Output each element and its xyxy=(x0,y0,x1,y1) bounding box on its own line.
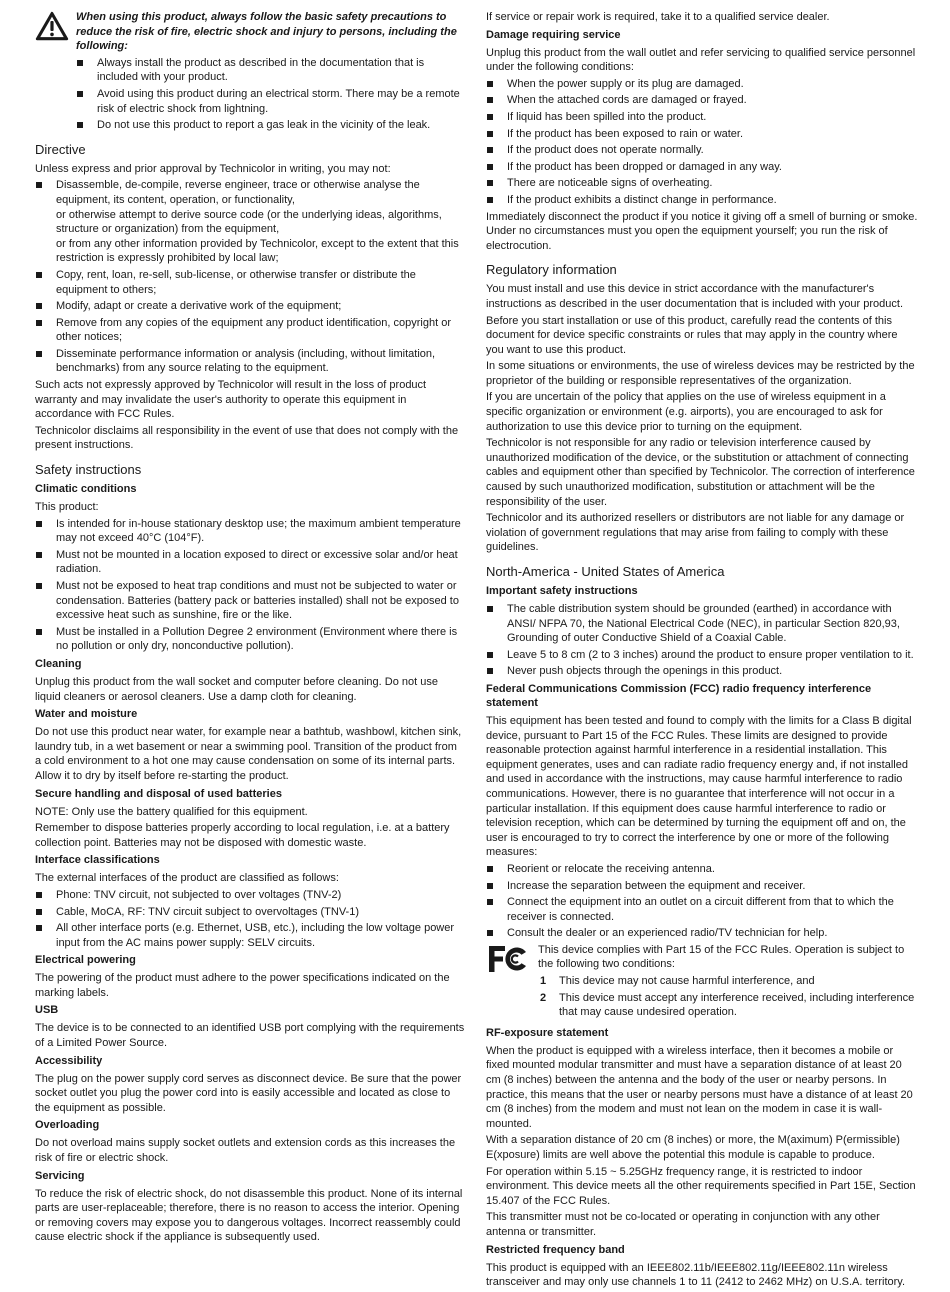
list-item-text: Increase the separation between the equipment and receiver. xyxy=(507,879,806,892)
climatic-heading: Climatic conditions xyxy=(35,483,137,496)
list-item-text: Modify, adapt or create a derivative work of the equipment; xyxy=(56,300,342,313)
list-item xyxy=(486,648,918,663)
list-item xyxy=(35,347,465,376)
bullet-icon xyxy=(487,930,493,936)
list-item xyxy=(35,517,465,546)
regulatory-paragraph: Before you start installation or use of this product, carefully read the contents of this document for device specific constraints or rules that may apply in the country where you want to use this product. xyxy=(486,314,898,356)
list-item-text: Must be installed in a Pollution Degree 2 environment (Environment where there is no pollution or only dry, nonconductive pollution). xyxy=(56,625,458,653)
rf-paragraph: For operation within 5.15 ~ 5.25GHz frequency range, it is restricted to indoor environment. This device meets all the other requirements specified in Part 15E, Section 15.407 of the FCC Rules. xyxy=(486,1165,916,1207)
list-item xyxy=(486,926,918,941)
list-item-continuation: or otherwise attempt to derive source code (or the underlying ideas, algorithms, structure or organization) from the equipment, xyxy=(56,208,442,236)
list-item xyxy=(35,299,465,314)
list-item-text: This device may not cause harmful interference, and xyxy=(559,975,815,988)
list-item-text: All other interface ports (e.g. Ethernet, USB, etc.), including the low voltage power input from the AC mains power supply: SELV circuits. xyxy=(56,922,455,949)
accessibility-heading: Accessibility xyxy=(35,1054,103,1067)
overloading-text: Do not overload mains supply socket outlets and extension cords as this increases the risk of fire or electric shock. xyxy=(35,1137,456,1165)
regulatory-heading: Regulatory information xyxy=(486,262,617,278)
bullet-icon xyxy=(487,606,493,612)
list-item xyxy=(486,93,918,108)
interface-intro: The external interfaces of the product are classified as follows: xyxy=(35,872,339,885)
electrical-text: The powering of the product must adhere to the power specifications indicated on the marking labels. xyxy=(35,972,450,999)
cleaning-text: Unplug this product from the wall socket and computer before cleaning. Do not use liquid cleaners or aerosol cleaners. Use a damp cloth for cleaning. xyxy=(35,675,438,703)
bullet-icon xyxy=(77,91,83,97)
bullet-icon xyxy=(487,180,493,186)
damage-text: Immediately disconnect the product if you notice it giving off a smell of burning or smoke. Under no circumstances must you open the equipment yourself; you run the risk of electrocution. xyxy=(486,210,918,252)
electrical-heading: Electrical powering xyxy=(35,954,136,967)
list-item xyxy=(35,921,465,950)
list-item xyxy=(35,579,465,623)
bullet-icon xyxy=(487,899,493,905)
list-item xyxy=(486,127,918,142)
bullet-icon xyxy=(487,164,493,170)
accessibility-text: The plug on the power supply cord serves as disconnect device. Be sure that the power socket outlet you plug the power cord into is easily accessible and located as close to the equipment as possible. xyxy=(35,1072,462,1114)
list-item-text: Avoid using this product during an electrical storm. There may be a remote risk of electric shock from lightning. xyxy=(97,87,460,115)
list-item xyxy=(538,974,918,989)
damage-heading: Damage requiring service xyxy=(486,28,621,41)
list-item-text: There are noticeable signs of overheating. xyxy=(507,177,713,190)
servicing-text: To reduce the risk of electric shock, do not disassemble this product. None of its internal parts are user-replaceable; therefore, there is no reason to access the interior. Opening or removing covers may expose you to dangerous voltages. Incorrect reassembly could cause electric shock if the appliance is subsequently used. xyxy=(35,1187,463,1244)
restricted-band-text: This product is equipped with an IEEE802.11b/IEEE802.11g/IEEE802.11n wireless transceiver and may only use channels 1 to 11 (2412 to 2462 MHz) on U.S.A. territory. xyxy=(486,1261,906,1289)
list-item xyxy=(486,110,918,125)
fcc-comply-text: This device complies with Part 15 of the FCC Rules. Operation is subject to the following two conditions: xyxy=(538,943,905,971)
list-item-text: Remove from any copies of the equipment any product identification, copyright or other notices; xyxy=(56,316,451,344)
list-item-text: Must not be exposed to heat trap conditions and must not be subjected to water or condensation. Batteries (battery pack or batteries installed) shall not be exposed to excessive heat such as sunshine, fire or the like. xyxy=(56,580,459,622)
bullet-icon xyxy=(36,909,42,915)
usb-text: The device is to be connected to an identified USB port complying with the requirements of a Limited Power Source. xyxy=(35,1022,465,1050)
bullet-icon xyxy=(487,131,493,137)
list-item-text: Never push objects through the openings in this product. xyxy=(507,665,783,678)
fcc-heading: Federal Communications Commission (FCC) radio frequency interference statement xyxy=(486,682,872,709)
list-item xyxy=(486,879,918,894)
list-item-text: If the product has been dropped or damaged in any way. xyxy=(507,160,782,173)
directive-list xyxy=(35,178,465,376)
list-item xyxy=(35,888,465,903)
bullet-icon xyxy=(36,552,42,558)
rf-exposure-heading: RF-exposure statement xyxy=(486,1026,609,1039)
water-text: Do not use this product near water, for example near a bathtub, washbowl, kitchen sink, laundry tub, in a wet basement or near a swimming pool. Transition of the product from a cold environment to a hot one may cause condensation on some of its internal parts. Allow it to dry by itself before re-starting the product. xyxy=(35,726,462,782)
climatic-list xyxy=(35,517,465,654)
bullet-icon xyxy=(36,892,42,898)
batteries-heading: Secure handling and disposal of used batteries xyxy=(35,787,282,800)
important-safety-list xyxy=(486,602,918,679)
north-america-heading: North-America - United States of America xyxy=(486,564,725,579)
list-item xyxy=(35,316,465,345)
list-item xyxy=(76,56,465,85)
climatic-intro: This product: xyxy=(35,501,99,514)
regulatory-paragraph: You must install and use this device in strict accordance with the manufacturer's instructions as described in the user documentation that is included with your product. xyxy=(486,283,904,310)
bullet-icon xyxy=(487,81,493,87)
list-item-text: The cable distribution system should be grounded (earthed) in accordance with ANSI/ NFPA 70, the National Electrical Code (NEC), in particular Section 820,93, Grounding of outer Conductive Shield of a Coaxial Cable. xyxy=(507,603,900,645)
list-item-text: When the attached cords are damaged or frayed. xyxy=(507,94,747,107)
bullet-icon xyxy=(487,114,493,120)
fcc-compliance-block xyxy=(486,943,918,1020)
servicing-continuation: If service or repair work is required, take it to a qualified service dealer. xyxy=(486,11,830,23)
rf-paragraph: When the product is equipped with a wireless interface, then it becomes a mobile or fixed mounted modular transmitter and must have a separation distance of at least 20 cm (8 inches) between the antenna and the body of the user or nearby persons. In practice, this means that the user or nearby persons must have a distance of at least 20 cm (8 inches) from the modem and must not lean on the modem in case it is wall-mounted. xyxy=(486,1044,913,1130)
list-item xyxy=(486,602,918,646)
directive-paragraph: Technicolor disclaims all responsibility in the event of use that does not comply with the present instructions. xyxy=(35,424,459,452)
batteries-note: NOTE: Only use the battery qualified for this equipment. xyxy=(35,805,308,818)
left-column xyxy=(35,10,465,1247)
bullet-icon xyxy=(36,351,42,357)
warning-intro: When using this product, always follow the basic safety precautions to reduce the risk of fire, electric shock and injury to persons, including the following: xyxy=(76,11,457,53)
regulatory-paragraph: Technicolor and its authorized resellers or distributors are not liable for any damage or violation of government regulations that may arise from failing to comply with these guidelines. xyxy=(486,512,905,554)
warning-triangle-icon xyxy=(35,11,69,41)
bullet-icon xyxy=(487,883,493,889)
list-item-text: Copy, rent, loan, re-sell, sub-license, or otherwise transfer or distribute the equipment to others; xyxy=(56,268,416,296)
list-item-text: Cable, MoCA, RF: TNV circuit subject to overvoltages (TNV-1) xyxy=(56,905,360,918)
batteries-text: Remember to dispose batteries properly according to local regulation, i.e. at a battery collection point. Batteries may not be disposed with domestic waste. xyxy=(35,822,450,849)
bullet-icon xyxy=(487,652,493,658)
restricted-band-heading: Restricted frequency band xyxy=(486,1243,625,1256)
overloading-heading: Overloading xyxy=(35,1119,100,1132)
list-item xyxy=(538,991,918,1020)
list-item-text: Must not be mounted in a location exposed to direct or excessive solar and/or heat radiation. xyxy=(56,548,458,576)
list-item-continuation: or from any other information provided by Technicolor, except to the extent that this restriction is expressly prohibited by local law; xyxy=(56,237,459,265)
fcc-text: This equipment has been tested and found to comply with the limits for a Class B digital device, pursuant to Part 15 of the FCC Rules. These limits are designed to provide reasonable protection against harmful interference in a residential installation. This equipment generates, uses and can radiate radio frequency energy and, if not installed and used in accordance with the instructions, may cause harmful interference to radio communications. However, there is no guarantee that interference will not occur in a particular installation. If this equipment does cause harmful interference to radio or television reception, which can be determined by turning the equipment off and on, the user is encouraged to try to correct the interference by one or more of the following measures: xyxy=(486,714,912,859)
list-item-text: Disassemble, de-compile, reverse engineer, trace or otherwise analyse the equipment, its content, operation, or functionality, xyxy=(56,179,420,206)
bullet-icon xyxy=(487,866,493,872)
list-item xyxy=(76,118,465,133)
regulatory-paragraph: Technicolor is not responsible for any radio or television interference caused by unauthorized modification of the device, or the substitution or attachment of connecting cables and equipment other than specified by Technicolor. The correction of interference caused by such unauthorized modification, substitution or attachment will be the responsibility of the user. xyxy=(486,437,915,508)
bullet-icon xyxy=(36,629,42,635)
bullet-icon xyxy=(487,97,493,103)
right-column xyxy=(486,10,918,1292)
list-item xyxy=(35,625,465,654)
list-item-text: Consult the dealer or an experienced radio/TV technician for help. xyxy=(507,927,828,940)
interface-heading: Interface classifications xyxy=(35,854,160,867)
list-item xyxy=(486,193,918,208)
rf-paragraph: With a separation distance of 20 cm (8 inches) or more, the M(aximum) P(ermissible) E(xposure) limits are well above the potential this module is capable to produce. xyxy=(486,1134,900,1161)
water-heading: Water and moisture xyxy=(35,708,138,721)
list-item-text: Always install the product as described in the documentation that is included with your product. xyxy=(97,56,425,84)
cleaning-heading: Cleaning xyxy=(35,657,82,670)
list-item-text: Is intended for in-house stationary desktop use; the maximum ambient temperature may not exceed 40°C (104°F). xyxy=(56,517,461,545)
list-item-number: 1 xyxy=(540,975,547,988)
bullet-icon xyxy=(36,182,42,188)
damage-intro: Unplug this product from the wall outlet and refer servicing to qualified service personnel under the following conditions: xyxy=(486,46,916,74)
warning-block xyxy=(35,10,465,133)
bullet-icon xyxy=(36,272,42,278)
list-item xyxy=(35,178,465,266)
list-item xyxy=(486,862,918,877)
list-item xyxy=(486,143,918,158)
list-item-text: Phone: TNV circuit, not subjected to over voltages (TNV-2) xyxy=(56,888,342,901)
list-item xyxy=(486,160,918,175)
important-safety-heading: Important safety instructions xyxy=(486,585,638,597)
servicing-heading: Servicing xyxy=(35,1169,85,1182)
damage-list xyxy=(486,77,918,208)
list-item-text: If liquid has been spilled into the product. xyxy=(507,110,707,123)
list-item xyxy=(35,268,465,297)
list-item-text: If the product has been exposed to rain or water. xyxy=(507,127,744,140)
bullet-icon xyxy=(77,60,83,66)
bullet-icon xyxy=(36,583,42,589)
list-item-number: 2 xyxy=(540,991,547,1004)
list-item xyxy=(76,87,465,116)
regulatory-paragraph: If you are uncertain of the policy that applies on the use of wireless equipment in a specific organization or environment (e.g. airports), you are encouraged to ask for authorization to use this device prior to turning on the equipment. xyxy=(486,391,886,433)
list-item xyxy=(35,548,465,577)
safety-heading: Safety instructions xyxy=(35,462,142,478)
bullet-icon xyxy=(487,147,493,153)
list-item-text: Disseminate performance information or analysis (including, without limitation, benchmarks) from any source relating to the equipment. xyxy=(56,347,436,375)
list-item xyxy=(35,905,465,920)
warning-list xyxy=(76,56,465,133)
list-item-text: If the product exhibits a distinct change in performance. xyxy=(507,193,777,206)
bullet-icon xyxy=(487,197,493,203)
list-item-text: Do not use this product to report a gas leak in the vicinity of the leak. xyxy=(97,119,431,132)
bullet-icon xyxy=(36,925,42,931)
rf-paragraph: This transmitter must not be co-located or operating in conjunction with any other antenna or transmitter. xyxy=(486,1211,880,1238)
fcc-conditions-list xyxy=(538,974,918,1020)
fcc-measures-list xyxy=(486,862,918,941)
bullet-icon xyxy=(487,668,493,674)
list-item-text: If the product does not operate normally. xyxy=(507,144,704,157)
fcc-logo-icon xyxy=(486,943,530,975)
bullet-icon xyxy=(36,521,42,527)
list-item-text: Leave 5 to 8 cm (2 to 3 inches) around the product to ensure proper ventilation to it. xyxy=(507,648,914,661)
list-item xyxy=(486,895,918,924)
list-item-text: Reorient or relocate the receiving antenna. xyxy=(507,862,715,875)
bullet-icon xyxy=(36,303,42,309)
directive-heading: Directive xyxy=(35,141,86,157)
directive-paragraph: Such acts not expressly approved by Technicolor will result in the loss of product warranty and may invalidate the user's authority to operate this equipment in accordance with FCC Rules. xyxy=(35,379,427,421)
list-item xyxy=(486,77,918,92)
interface-list xyxy=(35,888,465,950)
regulatory-paragraph: In some situations or environments, the use of wireless devices may be restricted by the proprietor of the building or responsible representatives of the organization. xyxy=(486,360,915,387)
directive-intro: Unless express and prior approval by Technicolor in writing, you may not: xyxy=(35,162,391,175)
list-item-text: Connect the equipment into an outlet on a circuit different from that to which the receiver is connected. xyxy=(507,896,894,923)
fcc-logo-text: FC xyxy=(486,942,488,944)
usb-heading: USB xyxy=(35,1004,59,1017)
list-item xyxy=(486,664,918,679)
list-item-text: This device must accept any interference received, including interference that may cause undesired operation. xyxy=(559,991,915,1019)
list-item-text: When the power supply or its plug are damaged. xyxy=(507,77,744,90)
list-item xyxy=(486,176,918,191)
bullet-icon xyxy=(77,122,83,128)
bullet-icon xyxy=(36,320,42,326)
